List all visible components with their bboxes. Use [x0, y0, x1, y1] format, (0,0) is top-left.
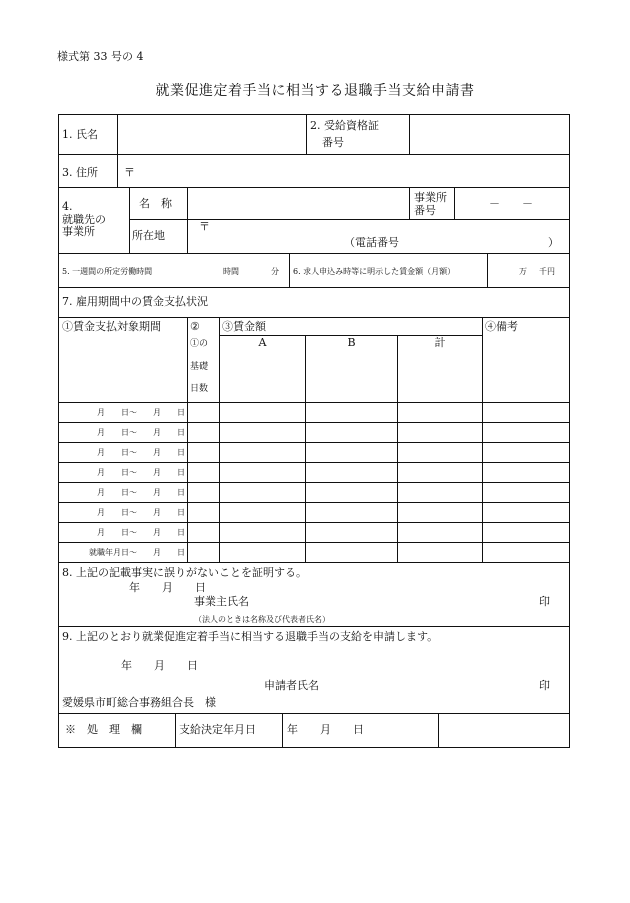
employer-signature-field[interactable] [259, 593, 529, 611]
wage-row-3[interactable] [188, 443, 568, 462]
form-title: 就業促進定着手当に相当する退職手当支給申請書 [155, 83, 475, 99]
name-label: 1. 氏名 [62, 128, 98, 141]
decision-date-value: 年 月 日 [287, 723, 364, 736]
applicant-seal-mark: 印 [539, 679, 550, 692]
wage-unit-man: 万 [519, 267, 527, 276]
address-label: 3. 住所 [62, 166, 98, 179]
wage-row-8[interactable] [188, 543, 568, 562]
application-form-frame [58, 114, 570, 748]
col-basis-days: ①の 基礎 日数 [190, 339, 209, 394]
col-payment-period: ①賃金支払対象期間 [62, 320, 161, 333]
wage-row-6[interactable] [188, 503, 568, 522]
applicant-signature-field[interactable] [331, 677, 531, 695]
wage-row-2[interactable] [188, 423, 568, 442]
wage-row-4[interactable] [188, 463, 568, 482]
posted-wage-field[interactable] [488, 254, 518, 286]
location-label: 所在地 [132, 229, 165, 242]
hours-unit: 時間 [223, 267, 239, 276]
wage-row-period-5: 月 日～ 月 日 [97, 488, 185, 497]
col-wage-b: B [347, 336, 356, 349]
name-field[interactable] [118, 116, 305, 153]
office-number-format: － － [489, 197, 533, 210]
office-number-label: 事業所 番号 [414, 191, 447, 217]
wage-row-period-2: 月 日～ 月 日 [97, 428, 185, 437]
wage-row-period-8: 就職年月日～ 月 日 [89, 548, 185, 557]
wage-row-5[interactable] [188, 483, 568, 502]
wage-row-period-7: 月 日～ 月 日 [97, 528, 185, 537]
wage-row-period-3: 月 日～ 月 日 [97, 448, 185, 457]
wage-unit-yen: 千円 [539, 267, 555, 276]
wage-row-period-1: 月 日～ 月 日 [97, 408, 185, 417]
wage-row-7[interactable] [188, 523, 568, 542]
employer-section-label: 4. 就職先の 事業所 [62, 200, 106, 239]
decision-date-label: 支給決定年月日 [179, 723, 256, 736]
certification-date: 年 月 日 [129, 581, 206, 594]
qualification-number-label: 番号 [322, 136, 344, 149]
addressee: 愛媛県市町総合事務組合長 様 [62, 696, 216, 709]
address-postal-mark: 〒 [124, 166, 135, 179]
weekly-hours-label: 5. 一週間の所定労働時間 [62, 267, 153, 276]
employer-name-label: 名 称 [139, 197, 172, 210]
application-date: 年 月 日 [121, 659, 198, 672]
form-number: 様式第 33 号の 4 [57, 50, 144, 63]
certification-statement: 8. 上記の記載事実に誤りがないことを証明する。 [62, 566, 307, 579]
posted-wage-label: 6. 求人申込み時等に明示した賃金額（月額） [293, 267, 456, 276]
employer-signature-label: 事業主氏名 [194, 595, 249, 608]
wage-row-period-4: 月 日～ 月 日 [97, 468, 185, 477]
wage-row-1[interactable] [188, 403, 568, 422]
employer-name-field[interactable] [188, 188, 408, 218]
application-statement: 9. 上記のとおり就業促進定着手当に相当する退職手当の支給を申請します。 [62, 630, 439, 643]
phone-close-paren: ） [548, 236, 559, 249]
col-basis-number: ② [190, 320, 200, 333]
col-wage-total: 計 [434, 336, 446, 349]
minutes-unit: 分 [271, 267, 279, 276]
location-postal-mark: 〒 [199, 220, 210, 233]
employer-seal-mark: 印 [539, 595, 550, 608]
location-field[interactable] [210, 220, 568, 236]
col-remarks: ④備考 [485, 320, 518, 333]
weekly-hours-field[interactable] [179, 254, 221, 286]
col-wage-a: A [258, 336, 267, 349]
applicant-signature-label: 申請者氏名 [264, 679, 319, 692]
corporate-note: （法人のときは名称及び代表者氏名） [194, 615, 330, 624]
wage-row-period-6: 月 日～ 月 日 [97, 508, 185, 517]
col-wage-amount: ③賃金額 [222, 320, 266, 333]
address-field[interactable] [135, 155, 567, 186]
qualification-number-field[interactable] [410, 116, 568, 153]
office-number-field[interactable] [455, 188, 568, 218]
qualification-label: 2. 受給資格証 [310, 119, 379, 132]
processing-label: ※ 処 理 欄 [65, 723, 142, 736]
wage-section-heading: 7. 雇用期間中の賃金支払状況 [62, 295, 208, 308]
phone-label: （電話番号 [344, 236, 399, 249]
